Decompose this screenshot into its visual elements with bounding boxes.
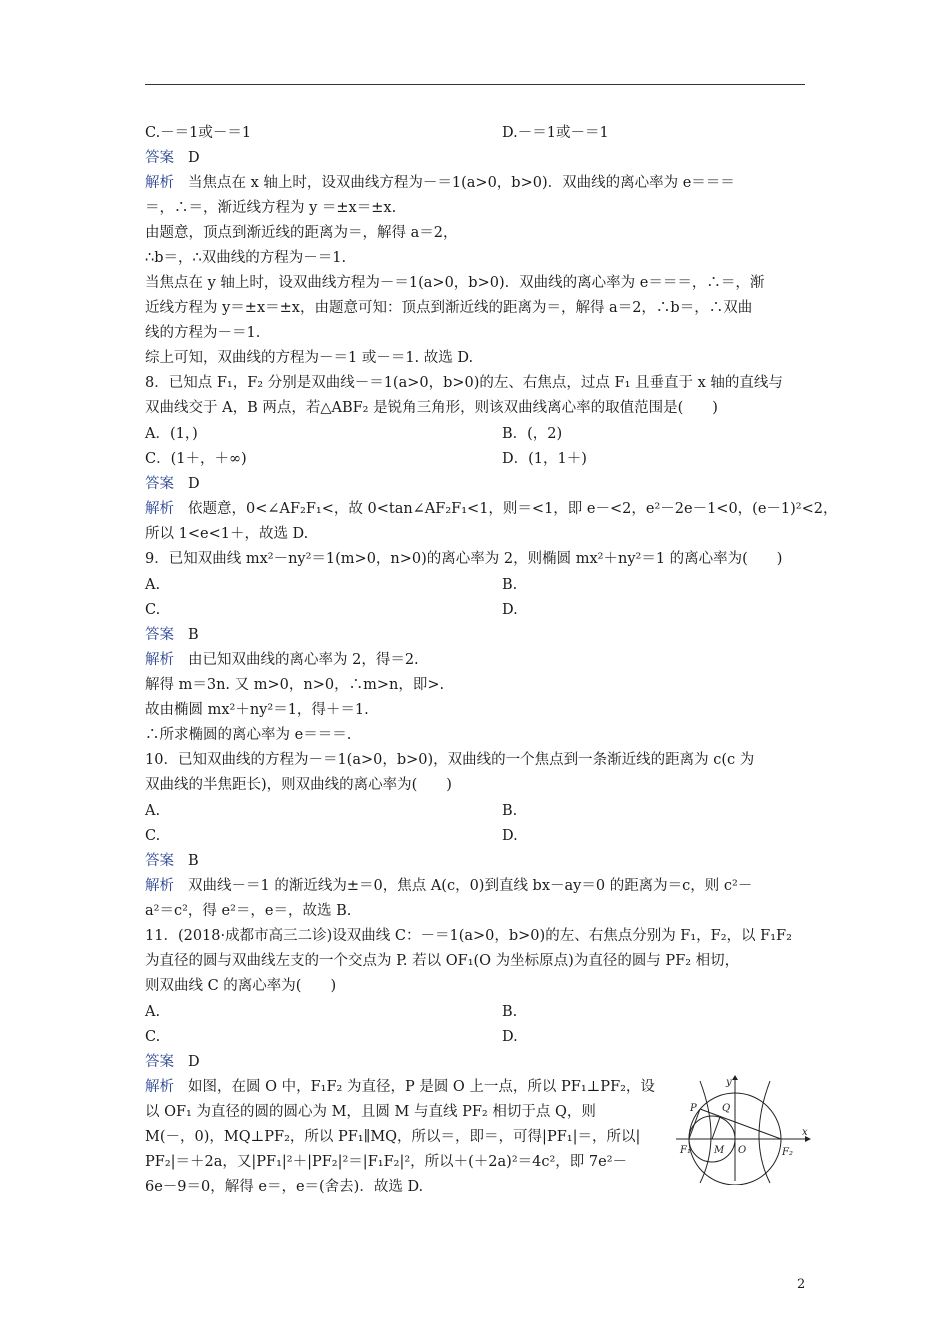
answer-line: 答案 D xyxy=(145,1054,200,1070)
answer-line xyxy=(145,148,200,168)
hyperbola-circle-figure xyxy=(674,1075,814,1185)
option-d: D.－＝1或－＝1 xyxy=(502,125,609,141)
text-line: 双曲线的半焦距长)，则双曲线的离心率为( ) xyxy=(145,777,452,793)
answer-line: 答案 B xyxy=(145,627,199,643)
y-arrow-icon xyxy=(732,1075,738,1080)
text-line: 由题意，顶点到渐近线的距离为＝，解得 a＝2， xyxy=(145,225,458,241)
text-line: 所以 1<e<1＋，故选 D. xyxy=(145,526,309,542)
text-line: 为直径的圆与双曲线左支的一个交点为 P. 若以 OF₁(O 为坐标原点)为直径的圆与 PF₂ 相切， xyxy=(145,953,740,969)
label-x: x xyxy=(802,1127,808,1138)
text-line: ∴所求椭圆的离心率为 e＝＝＝. xyxy=(145,727,352,743)
option-a: A. xyxy=(145,1004,161,1020)
header-rule xyxy=(145,84,805,85)
option-a: A. xyxy=(145,577,161,593)
text-line: M(－，0)，MQ⊥PF₂，所以 PF₁∥MQ，所以＝，即＝，可得|PF₁|＝，所以| xyxy=(145,1129,641,1145)
option-b: B. xyxy=(502,803,518,819)
option-a: A．(1，) xyxy=(145,426,198,442)
option-b: B. xyxy=(502,1004,518,1020)
option-d: D. xyxy=(502,602,518,618)
analysis-line: 解析 双曲线－＝1 的渐近线为±＝0，焦点 A(c，0)到直线 bx－ay＝0 的距离为＝c，则 c²－ xyxy=(145,878,753,894)
option-c: C. xyxy=(145,1029,161,1045)
question-10: 10．已知双曲线的方程为－＝1(a>0，b>0)，双曲线的一个焦点到一条渐近线的距离为 c(c 为 xyxy=(145,752,755,768)
option-c: C. xyxy=(145,828,161,844)
label-y: y xyxy=(726,1077,732,1088)
analysis-label: 解析 xyxy=(145,175,174,191)
line-mq xyxy=(712,1117,720,1139)
text-line: ＝，∴＝，渐近线方程为 y ＝±x＝±x. xyxy=(145,200,397,216)
text-line: a²＝c²，得 e²＝，e＝，故选 B. xyxy=(145,903,352,919)
option-c: C. xyxy=(145,602,161,618)
option-d: D．(1，1＋) xyxy=(502,451,587,467)
text-line: PF₂|＝＋2a，又|PF₁|²＋|PF₂|²＝|F₁F₂|²，所以＋(＋2a)²＝4c²，即 7e²－ xyxy=(145,1154,628,1170)
text-line: 双曲线交于 A，B 两点，若△ABF₂ 是锐角三角形，则该双曲线离心率的取值范围是( ) xyxy=(145,400,718,416)
analysis-line: 解析 如图，在圆 O 中，F₁F₂ 为直径，P 是圆 O 上一点，所以 PF₁⊥PF₂，设 xyxy=(145,1079,655,1095)
option-b: B．(，2) xyxy=(502,426,563,442)
label-f2: F₂ xyxy=(782,1147,793,1158)
answer-label: 答案 xyxy=(145,150,174,166)
text-line: 6e－9＝0，解得 e＝，e＝(舍去)．故选 D. xyxy=(145,1179,424,1195)
question-8: 8．已知点 F₁，F₂ 分别是双曲线－＝1(a>0，b>0)的左、右焦点，过点 F₁ 且垂直于 x 轴的直线与 xyxy=(145,375,783,391)
analysis-line: 解析 依题意，0<∠AF₂F₁<，故 0<tan∠AF₂F₁<1，则＝<1，即 e－<2，e²－2e－1<0，(e－1)²<2， xyxy=(145,501,838,517)
text-line: 综上可知，双曲线的方程为－＝1 或－＝1. 故选 D. xyxy=(145,350,474,366)
text-line: 解得 m＝3n. 又 m>0，n>0，∴m>n，即>. xyxy=(145,677,445,693)
answer-line: 答案 B xyxy=(145,853,199,869)
label-p: P xyxy=(690,1103,697,1114)
text-line: ∴b＝，∴双曲线的方程为－＝1. xyxy=(145,250,347,266)
text-line: 故由椭圆 mx²＋ny²＝1，得＋＝1. xyxy=(145,702,369,718)
label-q: Q xyxy=(722,1103,731,1114)
answer-value: D xyxy=(188,150,200,166)
text-line: 线的方程为－＝1. xyxy=(145,325,261,341)
text-line: 则双曲线 C 的离心率为( ) xyxy=(145,978,337,994)
answer-line: 答案 D xyxy=(145,476,200,492)
label-o: O xyxy=(738,1145,747,1156)
option-b: B. xyxy=(502,577,518,593)
hyperbola-left-branch xyxy=(700,1081,711,1183)
question-9: 9．已知双曲线 mx²－ny²＝1(m>0，n>0)的离心率为 2，则椭圆 mx²＋ny²＝1 的离心率为( ) xyxy=(145,551,783,567)
text-line: 当焦点在 y 轴上时，设双曲线方程为－＝1(a>0，b>0)．双曲线的离心率为 e＝＝＝，∴＝，渐 xyxy=(145,275,765,291)
hyperbola-right-branch xyxy=(759,1081,770,1183)
text-line: 以 OF₁ 为直径的圆的圆心为 M，且圆 M 与直线 PF₂ 相切于点 Q，则 xyxy=(145,1104,596,1120)
option-c: C．(1＋，＋∞) xyxy=(145,451,247,467)
label-m: M xyxy=(714,1145,725,1156)
option-c: C.－＝1或－＝1 xyxy=(145,125,252,141)
option-d: D. xyxy=(502,1029,518,1045)
text-line: 近线方程为 y＝±x＝±x，由题意可知：顶点到渐近线的距离为＝，解得 a＝2，∴b＝，∴双曲 xyxy=(145,300,753,316)
label-f1: F₁ xyxy=(680,1145,691,1156)
analysis-line: 解析 当焦点在 x 轴上时，设双曲线方程为－＝1(a>0，b>0)．双曲线的离心率为 e＝＝＝ xyxy=(145,175,735,191)
option-a: A. xyxy=(145,803,161,819)
page-number: 2 xyxy=(797,1277,806,1292)
option-d: D. xyxy=(502,828,518,844)
line-pf2 xyxy=(700,1109,781,1139)
question-11: 11．(2018·成都市高三二诊)设双曲线 C：－＝1(a>0，b>0)的左、右焦点分别为 F₁，F₂，以 F₁F₂ xyxy=(145,928,792,944)
analysis-line: 解析 由已知双曲线的离心率为 2，得＝2. xyxy=(145,652,419,668)
